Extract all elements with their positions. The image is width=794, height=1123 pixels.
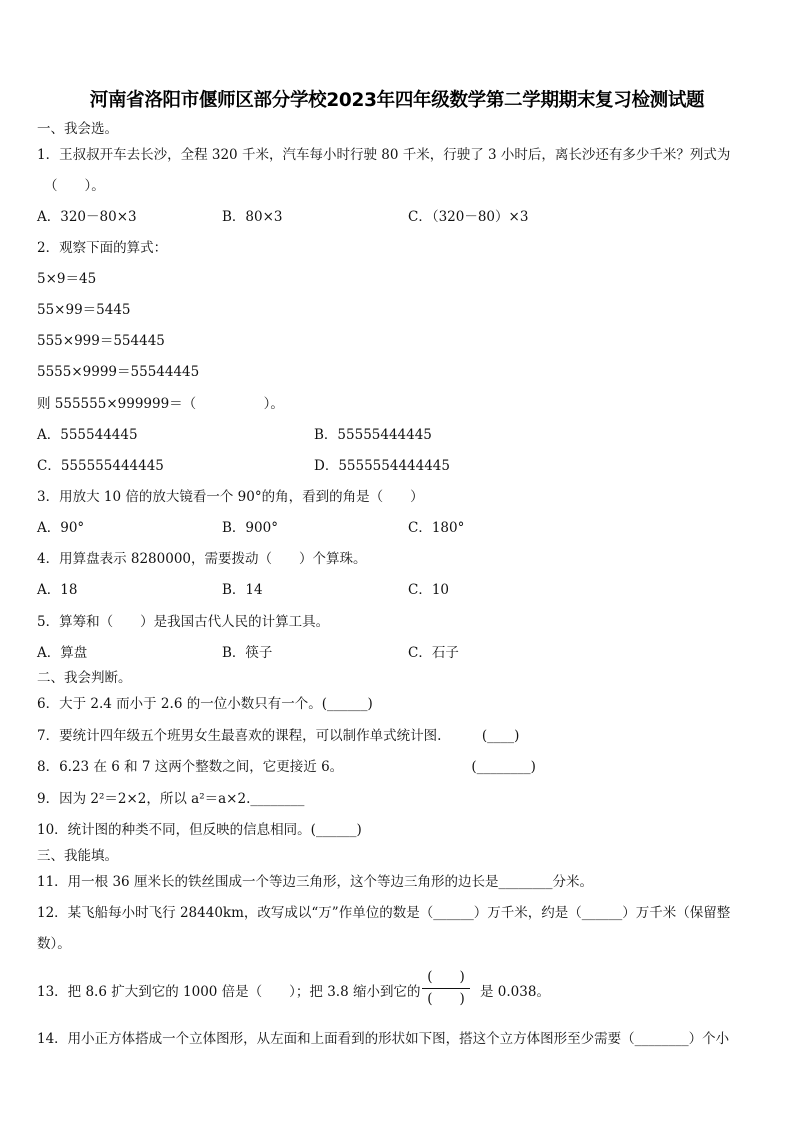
question-1-option-c: C．（320－80）×3 bbox=[408, 209, 529, 225]
section-heading-judge: 二、我会判断。 bbox=[37, 670, 132, 686]
question-1-option-b: B．80×3 bbox=[222, 209, 283, 225]
question-3-option-a: A．90° bbox=[37, 520, 85, 536]
question-4-option-c: C．10 bbox=[408, 582, 450, 598]
question-2-option-c: C．555555444445 bbox=[37, 458, 164, 474]
fraction-blank bbox=[420, 968, 472, 1010]
question-4-option-b: B．14 bbox=[222, 582, 263, 598]
question-11: 11．用一根 36 厘米长的铁丝围成一个等边三角形，这个等边三角形的边长是________分米。 bbox=[37, 874, 593, 890]
question-4-stem: 4．用算盘表示 8280000，需要拨动（ ）个算珠。 bbox=[37, 551, 367, 567]
question-5-option-c: C．石子 bbox=[408, 645, 459, 661]
question-3-stem: 3．用放大 10 倍的放大镜看一个 90°的角，看到的角是（ ） bbox=[37, 489, 424, 505]
question-13-after: 是 0.038。 bbox=[480, 984, 550, 1000]
question-3-option-c: C．180° bbox=[408, 520, 465, 536]
equation-line: 5×9＝45 bbox=[37, 271, 97, 287]
section-heading-fill: 三、我能填。 bbox=[37, 848, 118, 864]
question-2-option-a: A．555544445 bbox=[37, 427, 138, 443]
question-5-option-a: A．算盘 bbox=[37, 645, 88, 661]
question-12-line-1: 12．某飞船每小时飞行 28440km，改写成以“万”作单位的数是（______）万千米，约是（______）万千米（保留整 bbox=[37, 905, 731, 921]
fraction-bar bbox=[422, 988, 470, 989]
fraction-denominator: ( ) bbox=[427, 991, 465, 1007]
question-14: 14．用小正方体搭成一个立体图形，从左面和上面看到的形状如下图，搭这个立方体图形至少需要（________）个小 bbox=[37, 1031, 730, 1047]
equation-line: 5555×9999＝55544445 bbox=[37, 364, 200, 380]
question-9: 9．因为 2²＝2×2，所以 a²＝a×2.________ bbox=[37, 791, 305, 807]
question-7: 7．要统计四年级五个班男女生最喜欢的课程，可以制作单式统计图. (____) bbox=[37, 728, 520, 744]
question-2-prompt: 则 555555×999999＝（ ）。 bbox=[37, 396, 284, 412]
question-5-stem: 5．算筹和（ ）是我国古代人民的计算工具。 bbox=[37, 614, 330, 630]
question-5-option-b: B．筷子 bbox=[222, 645, 273, 661]
question-8: 8．6.23 在 6 和 7 这两个整数之间，它更接近 6。 (________) bbox=[37, 759, 536, 775]
question-13-before: 13．把 8.6 扩大到它的 1000 倍是（ ）；把 3.8 缩小到它的 bbox=[37, 984, 421, 1000]
fraction-numerator: ( ) bbox=[427, 969, 465, 985]
section-heading-choice: 一、我会选。 bbox=[37, 121, 118, 137]
page-title: 河南省洛阳市偃师区部分学校2023年四年级数学第二学期期末复习检测试题 bbox=[89, 90, 705, 111]
question-2-stem: 2．观察下面的算式： bbox=[37, 240, 168, 256]
question-2-option-d: D．5555554444445 bbox=[314, 458, 450, 474]
question-6: 6．大于 2.4 而小于 2.6 的一位小数只有一个。(______) bbox=[37, 696, 373, 712]
question-1-option-a: A．320－80×3 bbox=[37, 209, 137, 225]
question-4-option-a: A．18 bbox=[37, 582, 78, 598]
question-12-line-2: 数）。 bbox=[37, 936, 71, 952]
question-1-stem: 1．王叔叔开车去长沙，全程 320 千米，汽车每小时行驶 80 千米，行驶了 3 小时后，离长沙还有多少千米？列式为 bbox=[37, 147, 731, 163]
question-3-option-b: B．900° bbox=[222, 520, 278, 536]
equation-line: 55×99＝5445 bbox=[37, 302, 131, 318]
equation-line: 555×999＝554445 bbox=[37, 333, 165, 349]
question-10: 10．统计图的种类不同，但反映的信息相同。(______) bbox=[37, 822, 362, 838]
question-1-answer-blank: （ ）。 bbox=[44, 178, 105, 194]
question-2-option-b: B．55555444445 bbox=[314, 427, 432, 443]
